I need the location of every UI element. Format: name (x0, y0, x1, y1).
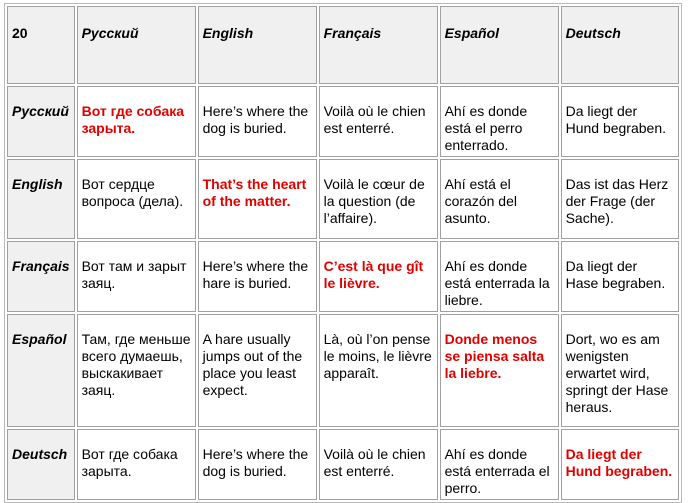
column-header-russian: Русский (77, 6, 196, 84)
row-header-french: Français (7, 241, 75, 312)
header-row (7, 6, 679, 84)
table-row-spanish (7, 314, 679, 427)
table-cell: Voilà le cœur de la question (de l’affaire). (319, 159, 438, 239)
column-header-german: Deutsch (561, 6, 679, 84)
table-cell: Ahí es donde está enterrada la liebre. (440, 241, 559, 312)
table-cell: Ahí es donde está el perro enterrado. (440, 86, 559, 157)
table-cell: Here’s where the dog is buried. (198, 429, 317, 500)
table-cell: Ahí es donde está enterrada el perro. (440, 429, 559, 500)
table-cell: Вот где собака зарыта. (77, 429, 196, 500)
column-header-english: English (198, 6, 317, 84)
idiom-translation-table (4, 3, 682, 503)
row-header-russian: Русский (7, 86, 75, 157)
table-cell: Da liegt der Hund begraben. (561, 86, 679, 157)
table-cell: Là, où l’on pense le moins, le lièvre apparaît. (319, 314, 438, 427)
table-cell: Там, где меньше всего думаешь, выскакивает заяц. (77, 314, 196, 427)
table-number: 20 (7, 6, 75, 84)
column-header-spanish: Español (440, 6, 559, 84)
table-row-english (7, 159, 679, 239)
table-cell: Das ist das Herz der Frage (der Sache). (561, 159, 679, 239)
table-cell: Dort, wo es am wenigsten erwartet wird, springt der Hase heraus. (561, 314, 679, 427)
row-header-german: Deutsch (7, 429, 75, 500)
table-cell: Da liegt der Hase begraben. (561, 241, 679, 312)
table-row-french (7, 241, 679, 312)
table-cell: A hare usually jumps out of the place you least expect. (198, 314, 317, 427)
table-row-german (7, 429, 679, 500)
table-cell: Вот где собака зарыта. (77, 86, 196, 157)
table-cell: Ahí está el corazón del asunto. (440, 159, 559, 239)
table-cell: Voilà où le chien est enterré. (319, 86, 438, 157)
table-cell: Вот там и зарыт заяц. (77, 241, 196, 312)
table-cell: Here’s where the dog is buried. (198, 86, 317, 157)
table-cell: Da liegt der Hund begraben. (561, 429, 679, 500)
table-cell: That’s the heart of the matter. (198, 159, 317, 239)
row-header-english: English (7, 159, 75, 239)
table-cell: Вот сердце вопроса (дела). (77, 159, 196, 239)
table-cell: Donde menos se piensa salta la liebre. (440, 314, 559, 427)
column-header-french: Français (319, 6, 438, 84)
table-cell: Voilà où le chien est enterré. (319, 429, 438, 500)
table-cell: C’est là que gît le lièvre. (319, 241, 438, 312)
row-header-spanish: Español (7, 314, 75, 427)
table-cell: Here’s where the hare is buried. (198, 241, 317, 312)
table-row-russian (7, 86, 679, 157)
